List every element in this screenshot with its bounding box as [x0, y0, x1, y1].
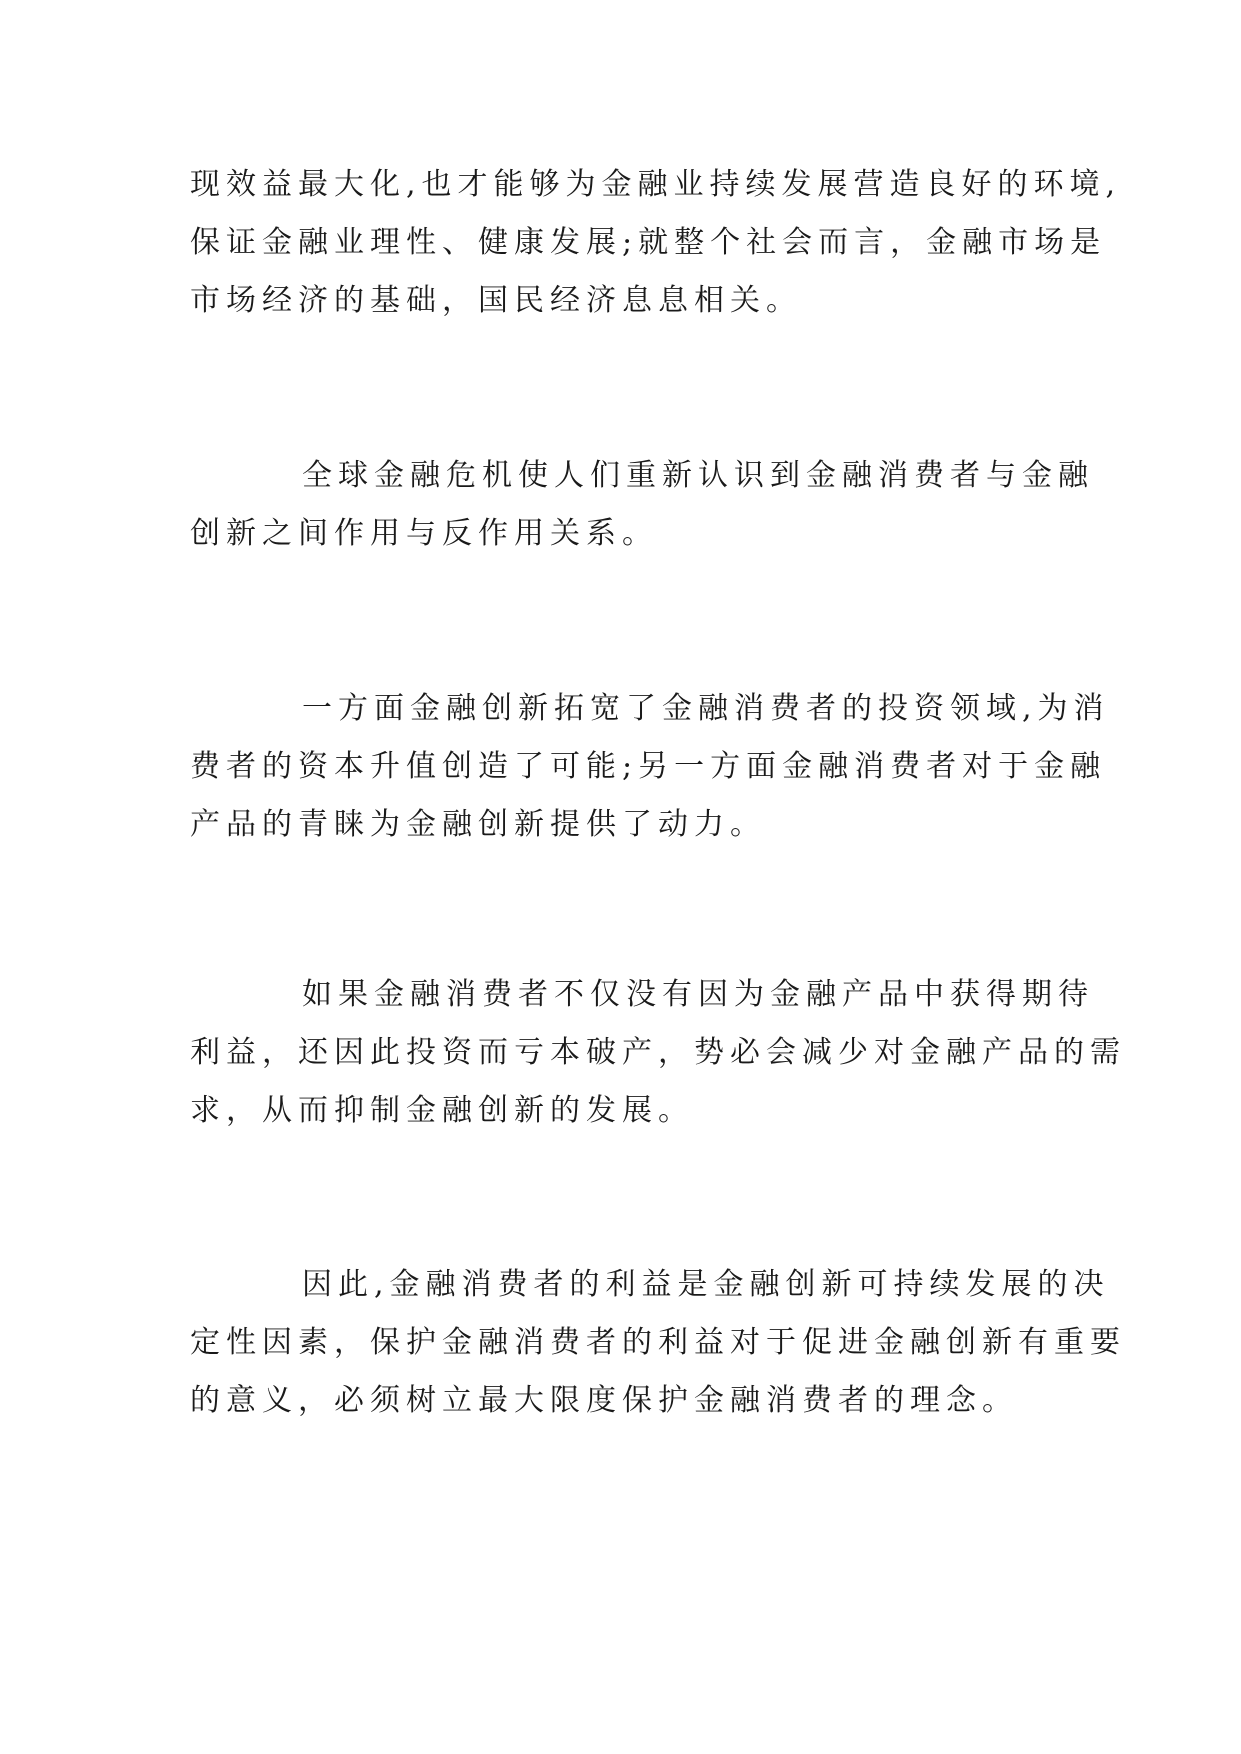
- paragraph-line: 一方面金融创新拓宽了金融消费者的投资领域,为消: [302, 691, 1110, 726]
- paragraph-2: [190, 447, 1094, 563]
- paragraph-line: 因此,金融消费者的利益是金融创新可持续发展的决: [302, 1267, 1110, 1302]
- paragraph-line: 产品的青睐为金融创新提供了动力。: [190, 807, 766, 842]
- paragraph-4: [190, 966, 1126, 1140]
- paragraph-line: 现效益最大化,也才能够为金融业持续发展营造良好的环境,: [190, 167, 1122, 202]
- paragraph-line: 保证金融业理性、健康发展;就整个社会而言，金融市场是: [190, 225, 1107, 260]
- paragraph-line: 的意义，必须树立最大限度保护金融消费者的理念。: [190, 1383, 1018, 1418]
- paragraph-3: [190, 680, 1110, 854]
- paragraph-line: 利益，还因此投资而亏本破产，势必会减少对金融产品的需: [190, 1035, 1126, 1070]
- paragraph-line: 如果金融消费者不仅没有因为金融产品中获得期待: [302, 977, 1094, 1012]
- paragraph-line: 创新之间作用与反作用关系。: [190, 516, 658, 551]
- paragraph-line: 市场经济的基础，国民经济息息相关。: [190, 283, 802, 318]
- paragraph-line: 求，从而抑制金融创新的发展。: [190, 1093, 694, 1128]
- paragraph-1: [190, 156, 1122, 330]
- paragraph-line: 费者的资本升值创造了可能;另一方面金融消费者对于金融: [190, 749, 1107, 784]
- paragraph-line: 定性因素，保护金融消费者的利益对于促进金融创新有重要: [190, 1325, 1126, 1360]
- paragraph-5: [190, 1256, 1126, 1430]
- paragraph-line: 全球金融危机使人们重新认识到金融消费者与金融: [302, 458, 1094, 493]
